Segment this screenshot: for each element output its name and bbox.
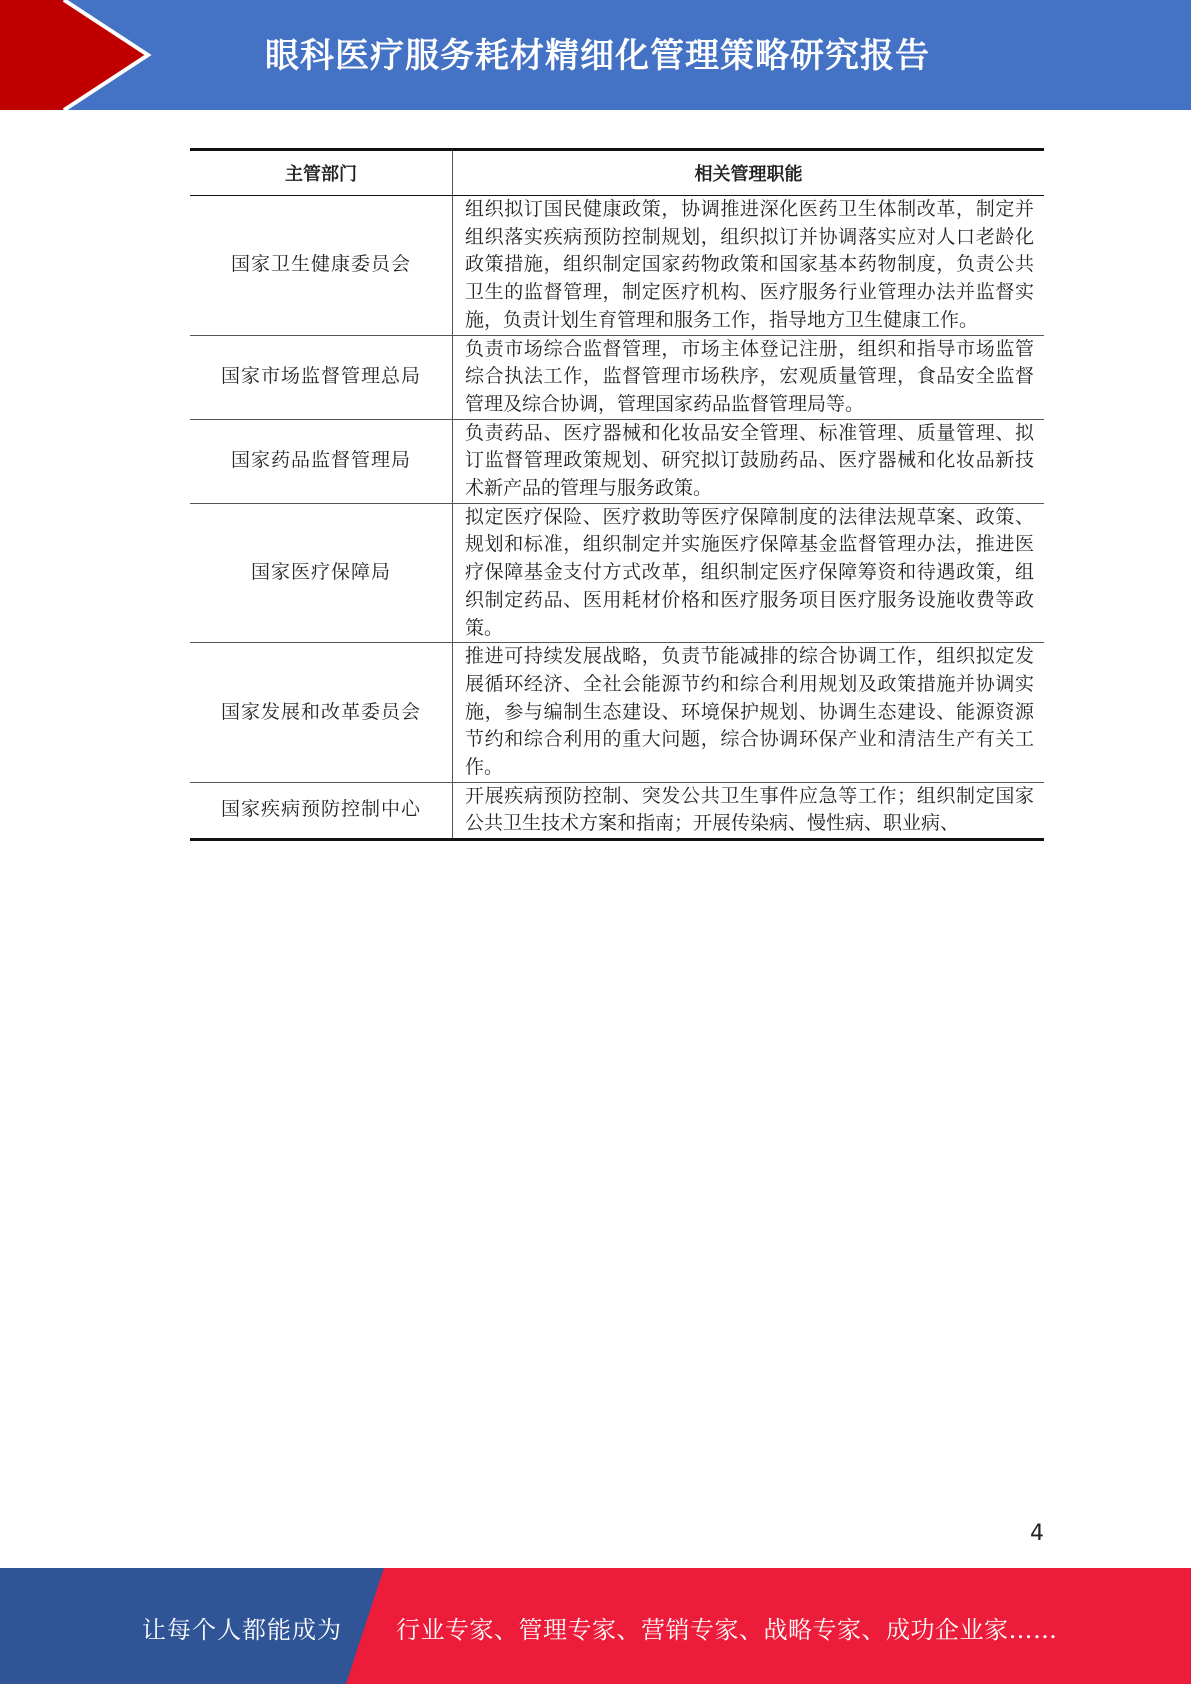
footer-banner xyxy=(0,1568,1191,1684)
department-name: 国家市场监督管理总局 xyxy=(190,335,453,419)
department-duties: 组织拟订国民健康政策，协调推进深化医药卫生体制改革，制定并组织落实疾病预防控制规划，组织拟订并协调落实应对人口老龄化政策措施，组织制定国家药物政策和国家基本药物制度，负责公共卫生的监督管理，制定医疗机构、医疗服务行业管理办法并监督实施，负责计划生育管理和服务工作，指导地方卫生健康工作。 xyxy=(453,196,1045,336)
table-row xyxy=(190,643,1044,783)
table-row xyxy=(190,782,1044,839)
page-number: 4 xyxy=(1030,1521,1044,1546)
department-duties: 拟定医疗保险、医疗救助等医疗保障制度的法律法规草案、政策、规划和标准，组织制定并实施医疗保障基金监督管理办法，推进医疗保障基金支付方式改革，组织制定医疗保障筹资和待遇政策，组织制定药品、医用耗材价格和医疗服务项目医疗服务设施收费等政策。 xyxy=(453,503,1045,643)
department-name: 国家疾病预防控制中心 xyxy=(190,782,453,839)
department-name: 国家医疗保障局 xyxy=(190,503,453,643)
table-row xyxy=(190,335,1044,419)
department-duties: 推进可持续发展战略，负责节能减排的综合协调工作，组织拟定发展循环经济、全社会能源节约和综合利用规划及政策措施并协调实施，参与编制生态建设、环境保护规划、协调生态建设、能源资源节约和综合利用的重大问题，综合协调环保产业和清洁生产有关工作。 xyxy=(453,643,1045,783)
footer-slogan-left: 让每个人都能成为 xyxy=(142,1616,342,1644)
table-row xyxy=(190,419,1044,503)
department-name: 国家药品监督管理局 xyxy=(190,419,453,503)
department-responsibility-table xyxy=(190,148,1044,841)
report-title: 眼科医疗服务耗材精细化管理策略研究报告 xyxy=(265,36,930,76)
department-name: 国家卫生健康委员会 xyxy=(190,196,453,336)
department-duties-cell xyxy=(453,782,1045,839)
column-header-duties: 相关管理职能 xyxy=(453,150,1045,196)
header-banner xyxy=(0,0,1191,110)
column-header-department: 主管部门 xyxy=(190,150,453,196)
table-header-row xyxy=(190,150,1044,196)
table-row xyxy=(190,503,1044,643)
footer-slogan-right: 行业专家、管理专家、营销专家、战略专家、成功企业家…… xyxy=(396,1616,1058,1644)
department-duties: 负责药品、医疗器械和化妆品安全管理、标准管理、质量管理、拟订监督管理政策规划、研究拟订鼓励药品、医疗器械和化妆品新技术新产品的管理与服务政策。 xyxy=(453,419,1045,503)
department-name: 国家发展和改革委员会 xyxy=(190,643,453,783)
department-duties: 负责市场综合监督管理，市场主体登记注册，组织和指导市场监管综合执法工作，监督管理市场秩序，宏观质量管理，食品安全监督管理及综合协调，管理国家药品监督管理局等。 xyxy=(453,335,1045,419)
department-duties: 开展疾病预防控制、突发公共卫生事件应急等工作；组织制定国家公共卫生技术方案和指南；开展传染病、慢性病、职业病、 xyxy=(465,784,1034,835)
table-row xyxy=(190,196,1044,336)
header-arrow-decoration xyxy=(0,0,160,110)
